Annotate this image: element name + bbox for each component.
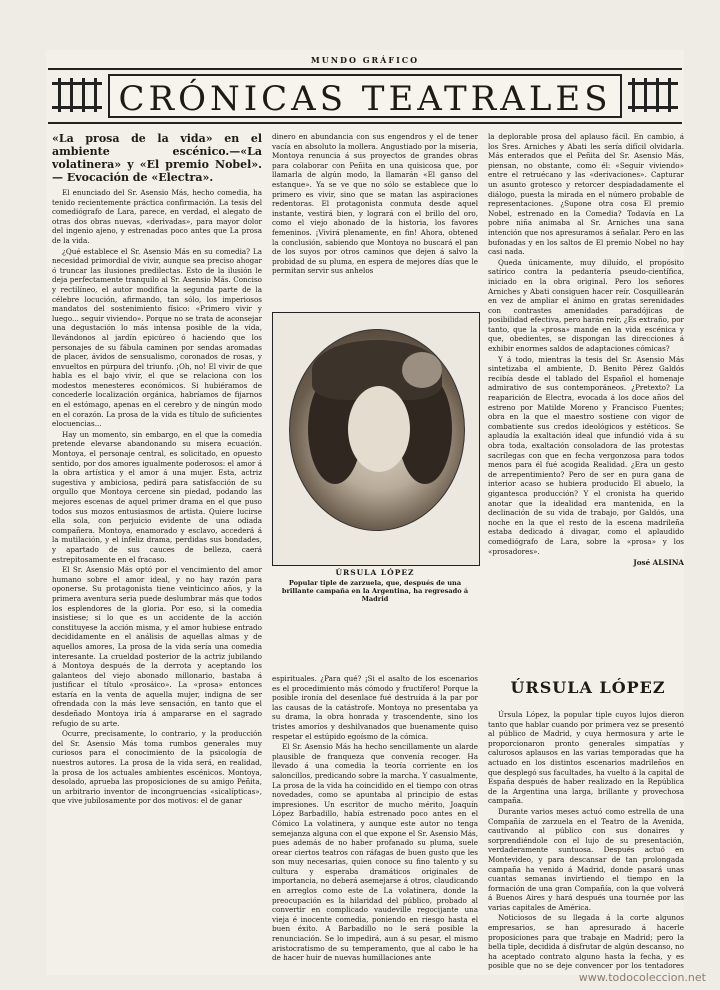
- article-column-2-top: [272, 132, 478, 312]
- paragraph: Durante varios meses actuó como estrella de una Compañía de zarzuela en el Teatro de la Avenida, cautivando al público con sus donaires y sorprendiéndole con el lujo de su presentación, verdaderamente suntuosa. Después actuó en Montevideo, y para descansar de tan prolongada campaña ha venido á Madrid, donde pasará unas cuantas semanas invirtiendo el tiempo en la formación de una gran Compañía, con la que volverá á Buenos Aires y hará después una tournée por las varias capitales de América.: [488, 806, 684, 912]
- paragraph: espirituales. ¿Para qué? ¡Si el asalto de los escenarios es el procedimiento más cómodo y fructífero! Porque la posible ironía del desenlace fué destruída á la par por las causas de la catástrofe. Montoya no presentaba ya su drama, la obra honrada y trascendente, sino los tristes amoríos y deshilvanados que buenamente quiso respetar el estúpido egoísmo de la cómica.: [272, 674, 478, 741]
- paragraph: la deplorable prosa del aplauso fácil. En cambio, á los Sres. Arniches y Abati les sería difícil olvidarla. Más enterados que el Peñita del Sr. Asensio Más, piensan, no obstante, como él: «Seguir viviendo» entre el retruécano y las «derivaciones». Capturar un asunto grotesco y retorcer despiadadamente el diálogo, puesta la mirada en el número probable de representaciones. ¿Supone otra cosa El premio Nobel, estrenado en la Comedia? Todavía en La pobre niña animaba al Sr. Arniches una sana intención que nos apresuramos á señalar. Pero en las bufonadas y en los saltos de El premio Nobel no hay casi nada.: [488, 132, 684, 257]
- paragraph: Úrsula López, la popular tiple cuyos lujos dieron tanto que hablar cuando por primera vez se presentó al público de Madrid, y cuya hermosura y arte le proporcionaron pronto generales simpatías y calurosos aplausos en las varias temporadas que ha actuado en los distintos escenarios madrileños en que desplegó sus facultades, ha vuelto á la capital de España después de haber realizado en la República de la Argentina una larga, brillante y provechosa campaña.: [488, 710, 684, 806]
- section-title: CRÓNICAS TEATRALES: [118, 79, 612, 119]
- paragraph: El Sr. Asensio Más optó por el vencimiento del amor humano sobre el amor ideal, y no hay razón para oponerse. Su protagonista tiene veinticinco años, y la primera aventura seria puede deslumbrar más que todos los esplendores de la gloria. Por eso, si la comedia insistiese; si lo que es un accidente de la acción constituyese la acción misma, y el amor hubiese entrado decididamente en el análisis de aquellas almas y de aquellos amores, La prosa de la vida sería una comedia interesante. La crueldad posterior de la actriz jubilando á Montoya después de la derrota y aceptando los galanteos del viejo abonado millonario, bastaba á justificar el título «prosáico». La «prosa» entonces estaría en la venta de aquella mujer, indigna de ser ofrendada con la más leve sensación, en tanto que el desdeñado Montoya iría á ampararse en el sagrado refugio de su arte.: [52, 565, 262, 728]
- section-header: [48, 68, 682, 124]
- article-column-3: [488, 132, 684, 672]
- author-signature: José ALSINA: [633, 558, 684, 568]
- paragraph: Y á todo, mientras la tesis del Sr. Asensio Más sintetizaba el ambiente, D. Benito Pérez Galdós recibía desde el tablado del Español el homenaje admirativo de sus contemporáneos. ¿Pretexto? La reaparición de Electra, evocada á los doce años del estreno por Matilde Moreno y Francisco Fuentes; obra en la que el maestro sostiene con vigor de combatiente sus credos ideológicos y estéticos. Se aplaudía la exaltación ideal que infundió vida á su obra toda, exaltación consoladora de las protestas sacrílegas con que en fecha vergonzosa para todos menos para él fué acogida Realidad. ¿Era un gesto de arrepentimiento? Pero de ser en pura gana de interior acaso se hubiera producido El abuelo, la gigantesca producción? Y el cronista ha querido anotar que la idealidad era mantenida, en la declinación de su vida de trabajo, por Galdós, una noche en la que el resto de la escena madrileña estaba dedicado á divagar, como el aplaudido comediógrafo de Lara, sobre la «prosa» y los «prosadores».: [488, 354, 684, 556]
- paragraph: ¿Qué establece el Sr. Asensio Más en su comedia? La necesidad primordial de vivir, aunque sea preciso ahogar ó truncar las ilusiones predilectas. Esto de la ilusión le deja perfectamente tranquilo al Sr. Asensio Más. Conciso y rectilíneo, el autor modifica la segunda parte de la célebre locución, afirmando, tan sólo, los imperiosos mandatos del sostenimiento físico: «Primero vivir y luego... seguir viviendo». Porque no se trata de aconsejar una degustación lo más intensa posible de la vida, llevándonos al jardín epicúreo ó haciendo que los personajes de su fábula caminen por sendas aromadas de placer, ávidos de sensualismo, coronados de rosas, y envueltos en púrpura del triunfo. ¡Oh, no! El vivir de que habla es el bajo vivir, el que se relaciona con los modestos menesteres económicos. Si hubiéramos de concederle localización orgánica, habríamos de fijarnos en el estómago, apenas en el cerebro y de ningún modo en el corazón. La prosa de la vida es título de suficientes elocuencias...: [52, 246, 262, 429]
- ursula-article: [488, 710, 684, 972]
- paragraph: El Sr. Asensio Más ha hecho sencillamente un alarde plausible de franqueza que convenía recoger. Ha llevado á una comedia la teoría corriente en los saloncillos, predicando sobre la marcha. Y casualmente, La prosa de la vida ha coincidido en el tiempo con otras novedades, como se apuntaba al principio de estas impresiones. Un escritor de mucho mérito, Joaquín López Barbadillo, había estrenado poco antes en el Cómico La volatinera, y aunque este autor no tenga semejanza alguna con el que expone el Sr. Asensio Más, pues además de no haber profanado su pluma, suele orear ciertos teatros con ráfagas de buen gusto que les son muy necesarias, quien conoce su fino talento y su cultura y esperaba dramáticos originales de importancia, no deberá asemejarse á otros, claudicando en arreglos como este de La volatinera, donde la preocupación es la hilaridad del público, probado al convertir en complicado vaudeville regocijante una vieja é inocente comedia, poniendo en riesgo hasta el buen éxito. A Barbadillo no le será posible la renunciación. Se lo impedirá, aun á su pesar, el mismo aristocratismo de su temperamento, que al cabo le ha de hacer huir de nuevas humillaciones ante: [272, 742, 478, 963]
- right-ornament: [628, 72, 678, 118]
- article-subhead: «La prosa de la vida» en el ambiente escénico.—«La volatinera» y «El premio Nobel».— Evocación de «Electra».: [52, 132, 262, 184]
- article-column-1: [52, 132, 262, 972]
- photo-caption-text: Popular tiple de zarzuela, que, después de una brillante campaña en la Argentina, ha regresado á Madrid: [281, 579, 469, 603]
- portrait-photo: [272, 312, 480, 566]
- magazine-name: MUNDO GRÁFICO: [310, 55, 420, 65]
- paragraph: dinero en abundancia con sus engendros y el de tener vacía en absoluto la mollera. Angustiado por la miseria, Montoya renuncia á sus proyectos de grandes obras para colaborar con Peñita en una quisicosa que, por llamarla de algún modo, la llamarán «El ganso del estanque». Ya se ve que no sólo se establece que lo primero es vivir, sino que se matan las aspiraciones redentoras. El protagonista conmuta desde aquel instante, vestirá bien, y logrará con el brillo del oro, como el viejo abonado de la historia, los favores femeninos. ¡Vivirá plenamente, en fin! Ahora, obtened la conclusión, sabiendo que Montoya no buscará el pan de los suyos por otros caminos que dejen á salvo la probidad de su pluma, en espera de mejores días que le permitan servir sus anhelos: [272, 132, 478, 276]
- title-box: [108, 74, 622, 118]
- paragraph: Hay un momento, sin embargo, en el que la comedia pretende elevarse abandonando su misera ecuación. Montoya, el personaje central, es solicitado, en opuesto sentido, por dos amores igualmente poderosos: el amor á la obra artística y el amor á una mujer. Esta, actriz sugestiva y ambiciosa, pedirá para satisfacción de su orgullo que Montoya cercene sin piedad, podando las mejores escenas de aquel primer drama en el que puso todos sus mozos entusiasmos de artista. Quiere lucirse ella sola, con perjuicio evidente de una odiada compañera. Montoya, enamorado y esclavo, accederá á la mutilación, y el infeliz drama, perdidas sus bondades, y apartado de sus cauces de belleza, caerá estrepitosamente en el fracaso.: [52, 429, 262, 564]
- paragraph: El enunciado del Sr. Asensio Más, hecho comedia, ha tenido recientemente práctica confirmación. La tesis del comediógrafo de Lara, parece, en verdad, el alegato de otras dos obras nuevas, «derivadas», para mayor dolor del ingenio ajeno, y estrenadas poco antes que La prosa de la vida.: [52, 188, 262, 245]
- photo-caption-name: ÚRSULA LÓPEZ: [335, 568, 415, 577]
- magazine-page: [46, 50, 684, 975]
- ursula-heading: ÚRSULA LÓPEZ: [510, 678, 666, 697]
- article-column-2-bottom: [272, 674, 478, 972]
- paragraph: Ocurre, precisamente, lo contrario, y la producción del Sr. Asensio Más toma rumbos generales muy curiosos para el conocimiento de la psicología de nuestros autores. La prosa de la vida será, en realidad, la prosa de los actuales ambientes escénicos. Montoya, desolado, aprueba las proposiciones de su amigo Peñita, un arbitrario inventor de incongruencias «sicalípticas», que vive jubilosamente por dos motivos: el de ganar: [52, 729, 262, 806]
- watermark-text: www.todocoleccion.net: [578, 971, 706, 984]
- paragraph: Queda únicamente, muy diluído, el propósito satírico contra la pedantería pseudo-científica, iniciado en la obra original. Pero los señores Arniches y Abati consiguen hacer reír. Cosquillearán en vez de ampliar el ánimo en gratas serenidades con contrastes amenidades paradójicas de posibilidad efectiva, pero harán reír, ¿Es extraño, por tanto, que la «prosa» mande en la vida escénica y que, obedientes, se dispongan las direcciones á exhibir enormes saldos de adaptaciones cómicas?: [488, 257, 684, 354]
- paragraph: Noticiosos de su llegada á la corte algunos empresarios, se han apresurado á hacerle proposiciones para que trabaje en Madrid; pero la bella tiple, decidida á disfrutar de algún descanso, no ha aceptado contrato alguno hasta la fecha, y es posible que no se deje convencer por los tentadores: [488, 913, 684, 971]
- left-ornament: [52, 72, 102, 118]
- portrait-image: [289, 329, 465, 531]
